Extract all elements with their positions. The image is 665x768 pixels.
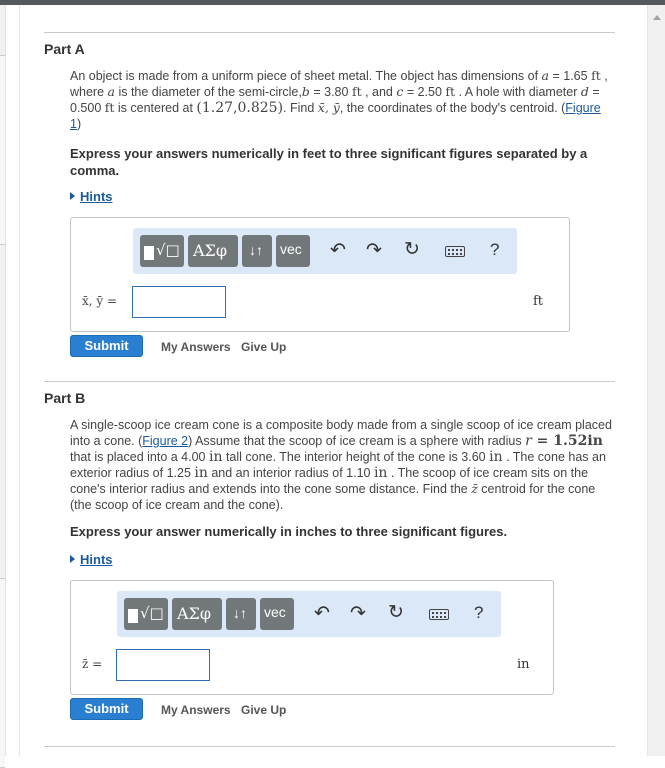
templates-button[interactable] [140, 235, 184, 267]
figure-2-link[interactable]: Figure 2 [142, 434, 189, 448]
divider [44, 381, 615, 382]
sqrt-fraction-icon: √□ [140, 604, 164, 622]
expand-triangle-icon [70, 555, 75, 563]
part-b-hints-toggle[interactable]: Hints [70, 552, 113, 567]
vector-button[interactable]: vec [276, 235, 310, 267]
keyboard-icon[interactable] [445, 246, 465, 257]
template-square-icon [128, 609, 138, 623]
answer-input[interactable] [132, 286, 226, 318]
greek-symbols-button[interactable]: ΑΣφ [172, 598, 222, 630]
templates-button[interactable] [124, 598, 168, 630]
greek-symbols-button[interactable]: ΑΣφ [188, 235, 238, 267]
part-a-answer-box [70, 217, 570, 332]
part-b-description: A single-scoop ice cream cone is a composite body made from a single scoop of ice cream placed into a cone. (Figure 2) Assume that the scoop of ice cream is a sphere with radius r = 1.52in that is placed into a 4.00 in tall cone. The interior height of the cone is 3.60 in . The cone has an exterior radius of 1.25 in and an interior radius of 1.10 in . The scoop of ice cream sits on the cone's interior radius and extends into the cone some distance. Find the z̄ centroid for the cone (the scoop of ice cream and the cone). [70, 418, 612, 512]
content-border [19, 5, 20, 756]
math-toolbar [133, 228, 517, 274]
scrollbar[interactable] [647, 5, 665, 756]
my-answers-link[interactable]: My Answers [161, 703, 231, 717]
undo-icon[interactable]: ↶ [314, 603, 330, 624]
answer-input[interactable] [116, 649, 210, 681]
left-pane-tab[interactable] [0, 578, 5, 768]
part-a-hints-toggle[interactable]: Hints [70, 189, 113, 204]
part-a-title: Part A [44, 41, 85, 57]
my-answers-link[interactable]: My Answers [161, 340, 231, 354]
part-b-answer-box [70, 580, 554, 695]
part-a-instructions: Express your answers numerically in feet to three significant figures separated by a comma. [70, 146, 588, 178]
submit-button[interactable]: Submit [70, 335, 143, 357]
answer-label: x̄, ȳ = [82, 294, 118, 308]
unit-label: ft [533, 294, 544, 309]
part-a-description: An object is made from a uniform piece of sheet metal. The object has dimensions of a = 1.65 ft , where a is the diameter of the semi-circle,b = 3.80 ft , and c = 2.50 ft . A hole with diameter d = 0.500 ft is centered at (1.27,0.825). Find x̄, ȳ, the coordinates of the body's centroid. (Figure 1) [70, 68, 608, 131]
unit-label: in [517, 657, 530, 672]
top-bar [0, 0, 665, 5]
redo-icon[interactable]: ↷ [350, 603, 366, 624]
part-b-instructions: Express your answer numerically in inches to three significant figures. [70, 524, 508, 539]
expand-triangle-icon [70, 192, 75, 200]
left-pane-tab[interactable] [0, 55, 5, 245]
sqrt-fraction-icon: √□ [156, 241, 180, 259]
figure-1-link[interactable]: Figure 1 [70, 101, 601, 131]
divider [44, 746, 615, 747]
left-pane [0, 5, 6, 756]
undo-icon[interactable]: ↶ [330, 240, 346, 261]
submit-button[interactable]: Submit [70, 698, 143, 720]
redo-icon[interactable]: ↷ [366, 240, 382, 261]
help-button[interactable]: ? [490, 240, 500, 259]
subscript-superscript-button[interactable]: ↓↑ [242, 235, 272, 267]
give-up-link[interactable]: Give Up [241, 340, 287, 354]
divider [44, 32, 615, 33]
math-toolbar [117, 591, 501, 637]
give-up-link[interactable]: Give Up [241, 703, 287, 717]
keyboard-icon[interactable] [429, 609, 449, 620]
answer-label: z̄ = [82, 657, 103, 671]
subscript-superscript-button[interactable]: ↓↑ [226, 598, 256, 630]
reset-icon[interactable]: ↻ [404, 239, 420, 260]
vector-button[interactable]: vec [260, 598, 294, 630]
part-b-title: Part B [44, 390, 86, 406]
help-button[interactable]: ? [474, 603, 484, 622]
scroll-up-arrow-icon[interactable] [653, 15, 661, 20]
reset-icon[interactable]: ↻ [388, 602, 404, 623]
template-square-icon [144, 246, 154, 260]
